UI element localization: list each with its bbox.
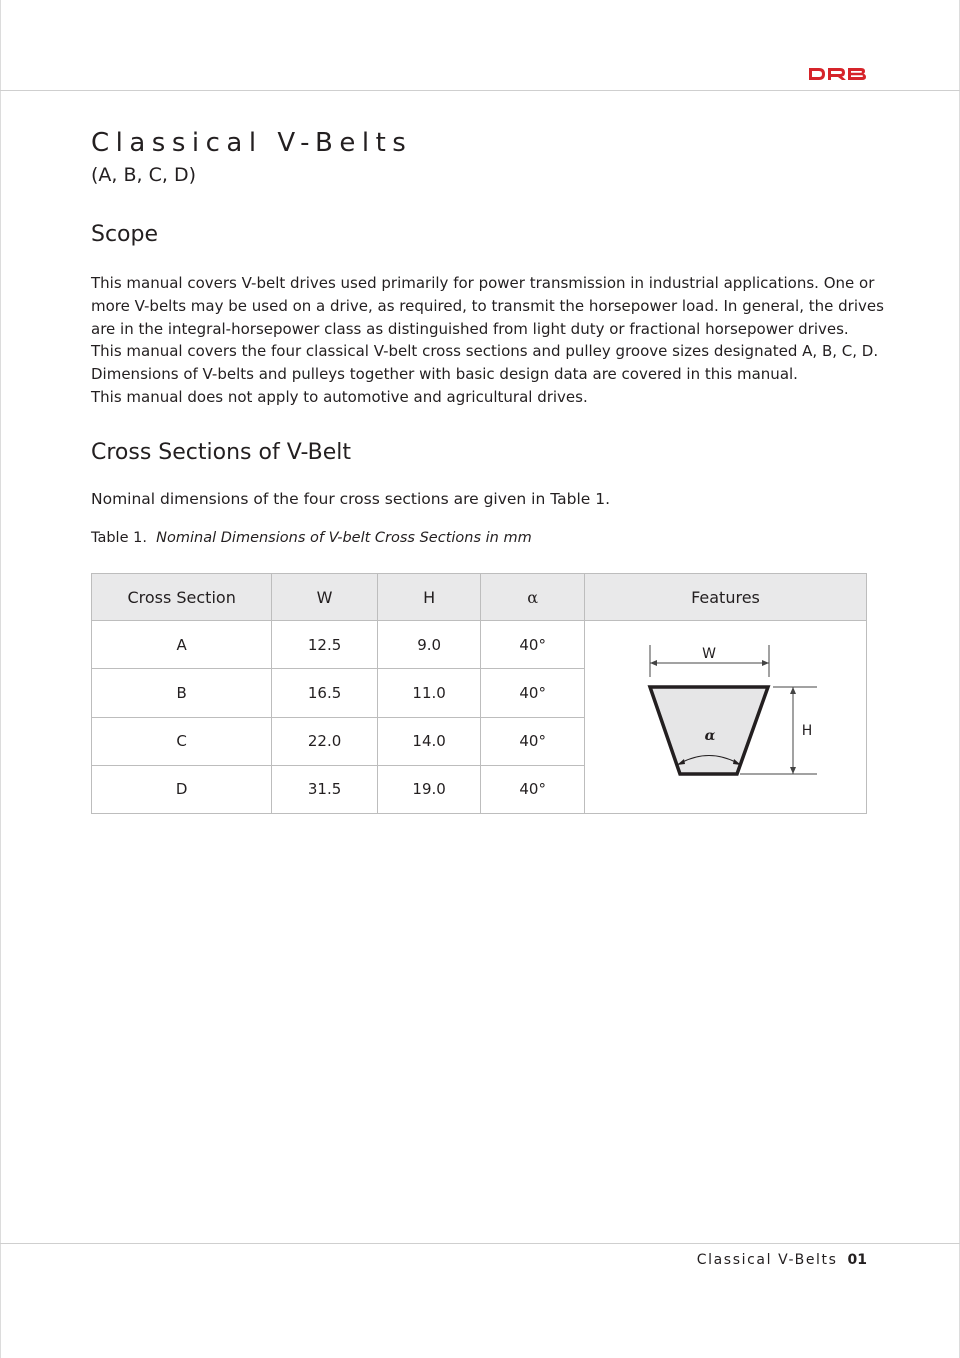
diagram-h-label: H xyxy=(801,723,813,739)
scope-line: This manual covers the four classical V-belt cross sections and pulley groove sizes designated A, B, C, D. xyxy=(91,342,879,361)
cell-angle: 40° xyxy=(481,621,585,669)
page-number: 01 xyxy=(847,1252,867,1268)
v-belt-diagram xyxy=(585,621,866,809)
cell-section: D xyxy=(92,765,272,813)
cell-h: 9.0 xyxy=(377,621,481,669)
cell-section: C xyxy=(92,717,272,765)
diagram-angle-label: α xyxy=(704,728,716,744)
scope-line: This manual covers V-belt drives used primarily for power transmission in industrial applications. One or xyxy=(91,274,875,292)
cell-w: 31.5 xyxy=(272,765,378,813)
table-caption xyxy=(91,530,532,546)
footer-title: Classical V-Belts xyxy=(696,1252,838,1268)
cell-w: 16.5 xyxy=(272,669,378,717)
table-row xyxy=(92,621,867,669)
cell-w: 12.5 xyxy=(272,621,378,669)
diagram-w-label: W xyxy=(702,646,716,662)
dimensions-table xyxy=(91,573,867,814)
document-title: Classical V-Belts xyxy=(91,128,413,158)
cross-sections-intro: Nominal dimensions of the four cross sections are given in Table 1. xyxy=(91,490,611,508)
header-w: W xyxy=(272,574,378,621)
header-alpha: α xyxy=(481,574,585,621)
scope-line: Dimensions of V-belts and pulleys together with basic design data are covered in this manual. xyxy=(91,365,798,384)
table-caption-text: Nominal Dimensions of V-belt Cross Sections in mm xyxy=(156,530,532,546)
cell-angle: 40° xyxy=(481,765,585,813)
cross-sections-heading: Cross Sections of V-Belt xyxy=(91,440,351,465)
footer-rule xyxy=(0,1243,960,1244)
table-caption-label: Table 1. xyxy=(91,530,147,546)
scope-paragraph xyxy=(91,272,891,409)
header-cross-section: Cross Section xyxy=(92,574,272,621)
cell-w: 22.0 xyxy=(272,717,378,765)
page-border-left xyxy=(0,0,1,1358)
header-features: Features xyxy=(584,574,866,621)
header-rule xyxy=(0,90,960,91)
cell-h: 19.0 xyxy=(377,765,481,813)
document-subtitle: (A, B, C, D) xyxy=(91,164,196,186)
cell-section: B xyxy=(92,669,272,717)
cross-section-diagram-cell xyxy=(584,621,866,814)
scope-line: more V-belts may be used on a drive, as required, to transmit the horsepower load. In general, the drives xyxy=(91,296,884,315)
page-footer xyxy=(697,1252,867,1268)
scope-heading: Scope xyxy=(91,222,159,247)
table-header-row xyxy=(92,574,867,621)
cell-section: A xyxy=(92,621,272,669)
scope-line: This manual does not apply to automotive and agricultural drives. xyxy=(91,387,588,406)
header-h: H xyxy=(377,574,481,621)
cell-h: 14.0 xyxy=(377,717,481,765)
cell-angle: 40° xyxy=(481,717,585,765)
cell-h: 11.0 xyxy=(377,669,481,717)
scope-line: are in the integral-horsepower class as distinguished from light duty or fractional horsepower drives. xyxy=(91,319,849,338)
cell-angle: 40° xyxy=(481,669,585,717)
drb-logo xyxy=(807,66,867,82)
